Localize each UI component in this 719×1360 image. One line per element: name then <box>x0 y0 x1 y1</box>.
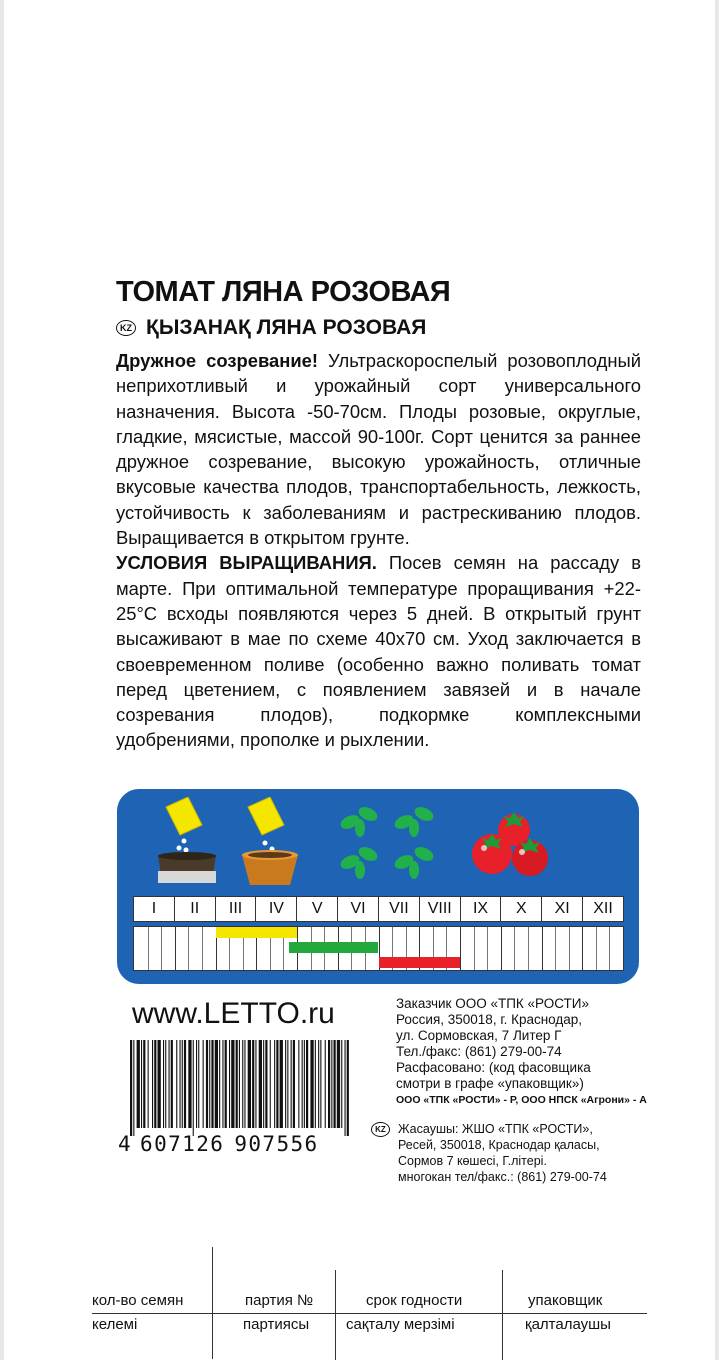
batch-label-ru: партия № <box>245 1292 314 1309</box>
barcode-bar <box>325 1040 326 1128</box>
product-description <box>116 348 641 753</box>
barcode-bar <box>219 1040 220 1128</box>
barcode-bar <box>169 1040 170 1128</box>
barcode-bar <box>171 1040 173 1128</box>
barcode-bar <box>182 1040 183 1128</box>
seedlings-icon <box>336 800 442 884</box>
harvest-period-bar <box>379 957 461 968</box>
barcode-bar <box>239 1040 240 1128</box>
barcode-bar <box>203 1040 204 1128</box>
conditions-heading: УСЛОВИЯ ВЫРАЩИВАНИЯ. <box>116 552 377 574</box>
barcode-bar <box>137 1040 140 1128</box>
barcode-bar <box>222 1040 223 1128</box>
barcode-bar <box>152 1040 153 1128</box>
kz-info-line: многокан тел/факс.: (861) 279-00-74 <box>398 1170 607 1184</box>
package-edge-right <box>715 0 719 1360</box>
expiry-label-kz: сақталу мерзімі <box>346 1316 455 1333</box>
barcode-bar <box>306 1040 308 1128</box>
barcode-bar <box>304 1040 305 1128</box>
barcode-bar <box>255 1040 256 1128</box>
barcode-bar <box>302 1040 303 1128</box>
barcode-bar <box>328 1040 330 1128</box>
barcode-first-digit: 4 <box>118 1132 133 1156</box>
barcode-bar <box>259 1040 262 1128</box>
barcode-bar <box>337 1040 340 1128</box>
barcode-bar <box>180 1040 181 1128</box>
barcode-bar <box>133 1040 134 1136</box>
customer-line: ул. Сормовская, 7 Литер Г <box>396 1028 562 1043</box>
barcode-bar <box>196 1040 197 1128</box>
barcode-bar <box>154 1040 156 1128</box>
tomatoes-icon <box>470 806 552 884</box>
barcode-left-digits: 607126 <box>140 1132 225 1156</box>
month-header-row <box>133 896 624 922</box>
barcode-bar <box>244 1040 245 1128</box>
kz-badge-icon: KZ <box>371 1122 390 1137</box>
packer-codes: ООО «ТПК «РОСТИ» - Р, ООО НПСК «Агрони» - А <box>396 1094 647 1106</box>
website-url[interactable]: www.LETTO.ru <box>132 997 335 1030</box>
customer-line: Россия, 350018, г. Краснодар, <box>396 1012 583 1027</box>
barcode-bar <box>291 1040 292 1128</box>
packer-label-kz: қалталаушы <box>525 1316 611 1333</box>
barcode-bar <box>209 1040 210 1128</box>
packer-label-ru: упаковщик <box>528 1292 603 1309</box>
description-lead-bold: Дружное созревание! <box>116 350 319 371</box>
barcode-bar <box>341 1040 342 1128</box>
month-cell: VII <box>379 897 420 921</box>
month-cell: IX <box>461 897 502 921</box>
conditions-text: Посев семян на рассаду в марте. При оптимальной температуре проращивания +22-25°С всходы появляются через 5 дней. В открытый грунт высаживают в мае по схеме 40х70 см. Уход заключается в своевременном поливе (особенно важно поливать томат перед цветением, с появлением завязей и в начале созревания плодов), подкормке комплексными удобрениями, прополке и рыхлении. <box>116 552 641 751</box>
barcode-bar <box>163 1040 164 1128</box>
barcode-bar <box>252 1040 254 1128</box>
customer-line: Расфасовано: (код фасовщика <box>396 1060 591 1075</box>
kz-info-line: Жасаушы: ЖШО «ТПК «РОСТИ», <box>398 1122 593 1136</box>
month-cell: V <box>297 897 338 921</box>
barcode-bar <box>248 1040 251 1128</box>
barcode-bar <box>334 1040 336 1128</box>
barcode-bar <box>347 1040 349 1136</box>
barcode-number <box>118 1132 319 1156</box>
month-cell: X <box>501 897 542 921</box>
planting-period-bar <box>289 942 379 953</box>
barcode-bar <box>184 1040 186 1128</box>
calendar-grid <box>133 926 624 971</box>
barcode-bar <box>320 1040 321 1128</box>
customer-line: смотри в графе «упаковщик») <box>396 1076 584 1091</box>
month-cell: XI <box>542 897 583 921</box>
barcode-bar <box>276 1040 278 1128</box>
barcode-bar <box>274 1040 275 1128</box>
barcode-bar <box>331 1040 332 1128</box>
barcode-bar <box>263 1040 264 1128</box>
package-edge-left <box>0 0 4 1360</box>
barcode-bar <box>206 1040 208 1128</box>
barcode-bar <box>188 1040 191 1128</box>
customer-line: Тел./факс: (861) 279-00-74 <box>396 1044 562 1059</box>
barcode-bar <box>285 1040 286 1128</box>
footer-divider <box>212 1247 213 1359</box>
month-cell: I <box>134 897 175 921</box>
customer-line: Заказчик ООО «ТПК «РОСТИ» <box>396 996 589 1011</box>
footer-divider <box>335 1270 336 1360</box>
seed-packet-pot-icon <box>238 797 302 889</box>
sowing-period-bar <box>216 927 298 938</box>
footer-divider <box>502 1270 503 1360</box>
seed-packet-tray-icon <box>156 797 218 887</box>
month-cell: XII <box>593 900 613 917</box>
barcode-bar <box>318 1040 319 1128</box>
batch-label-kz: партиясы <box>243 1316 310 1333</box>
barcode-bar <box>293 1040 295 1128</box>
barcode-bar <box>141 1040 142 1128</box>
barcode-bar <box>165 1040 166 1128</box>
month-cell: II <box>175 897 216 921</box>
barcode-bar <box>287 1040 288 1128</box>
footer-row-line <box>92 1313 647 1314</box>
barcode-bar <box>198 1040 199 1128</box>
barcode-bar <box>176 1040 177 1128</box>
barcode-bar <box>229 1040 230 1128</box>
barcode-bar <box>298 1040 299 1128</box>
kz-badge-icon: KZ <box>116 320 136 336</box>
expiry-label-ru: срок годности <box>366 1292 463 1309</box>
seed-count-label-ru: кол-во семян <box>92 1292 184 1309</box>
kz-info-line: Ресей, 350018, Краснодар қаласы, <box>398 1138 600 1152</box>
barcode-bar <box>130 1040 132 1136</box>
barcode-bar <box>148 1040 149 1128</box>
subtitle-text: ҚЫЗАНАҚ ЛЯНА РОЗОВАЯ <box>146 316 427 339</box>
kz-manufacturer-info <box>398 1121 607 1185</box>
kz-info-line: Сормов 7 көшесі, Г.літері. <box>398 1154 547 1168</box>
seed-count-label-kz: келемі <box>92 1316 138 1333</box>
barcode-bar <box>236 1040 238 1128</box>
barcode-bar <box>231 1040 234 1128</box>
barcode-image <box>130 1040 350 1136</box>
month-cell: VI <box>338 897 379 921</box>
month-cell: III <box>216 897 257 921</box>
barcode-bar <box>215 1040 218 1128</box>
barcode-bar <box>242 1040 243 1128</box>
barcode-bar <box>315 1040 316 1128</box>
barcode-bar <box>193 1040 194 1136</box>
customer-info <box>396 996 647 1108</box>
barcode-bar <box>280 1040 283 1128</box>
description-lead-text: Ультраскороспелый розовоплодный неприхотливый и урожайный сорт универсального назначения. Высота -50-70см. Плоды розовые, округлые, гладкие, мясистые, массой 90-100г. Сорт ценится за раннее дружное созревание, высокую урожайность, отличные вкусовые качества плодов, транспортабельность, лежкость, устойчивость к заболеваниям и растрескиванию плодов. Выращивается в открытом грунте. <box>116 350 641 549</box>
barcode-bar <box>158 1040 161 1128</box>
barcode-right-digits: 907556 <box>234 1132 319 1156</box>
month-cell: IV <box>256 897 297 921</box>
barcode-bar <box>270 1040 271 1128</box>
month-cell: VIII <box>420 897 461 921</box>
barcode-bar <box>225 1040 227 1128</box>
product-title: ТОМАТ ЛЯНА РОЗОВАЯ <box>116 276 451 308</box>
barcode-bar <box>143 1040 145 1128</box>
product-subtitle-kz <box>116 316 426 340</box>
barcode-bar <box>310 1040 313 1128</box>
barcode-bar <box>211 1040 213 1128</box>
barcode-bar <box>265 1040 267 1128</box>
barcode-bar <box>345 1040 346 1136</box>
